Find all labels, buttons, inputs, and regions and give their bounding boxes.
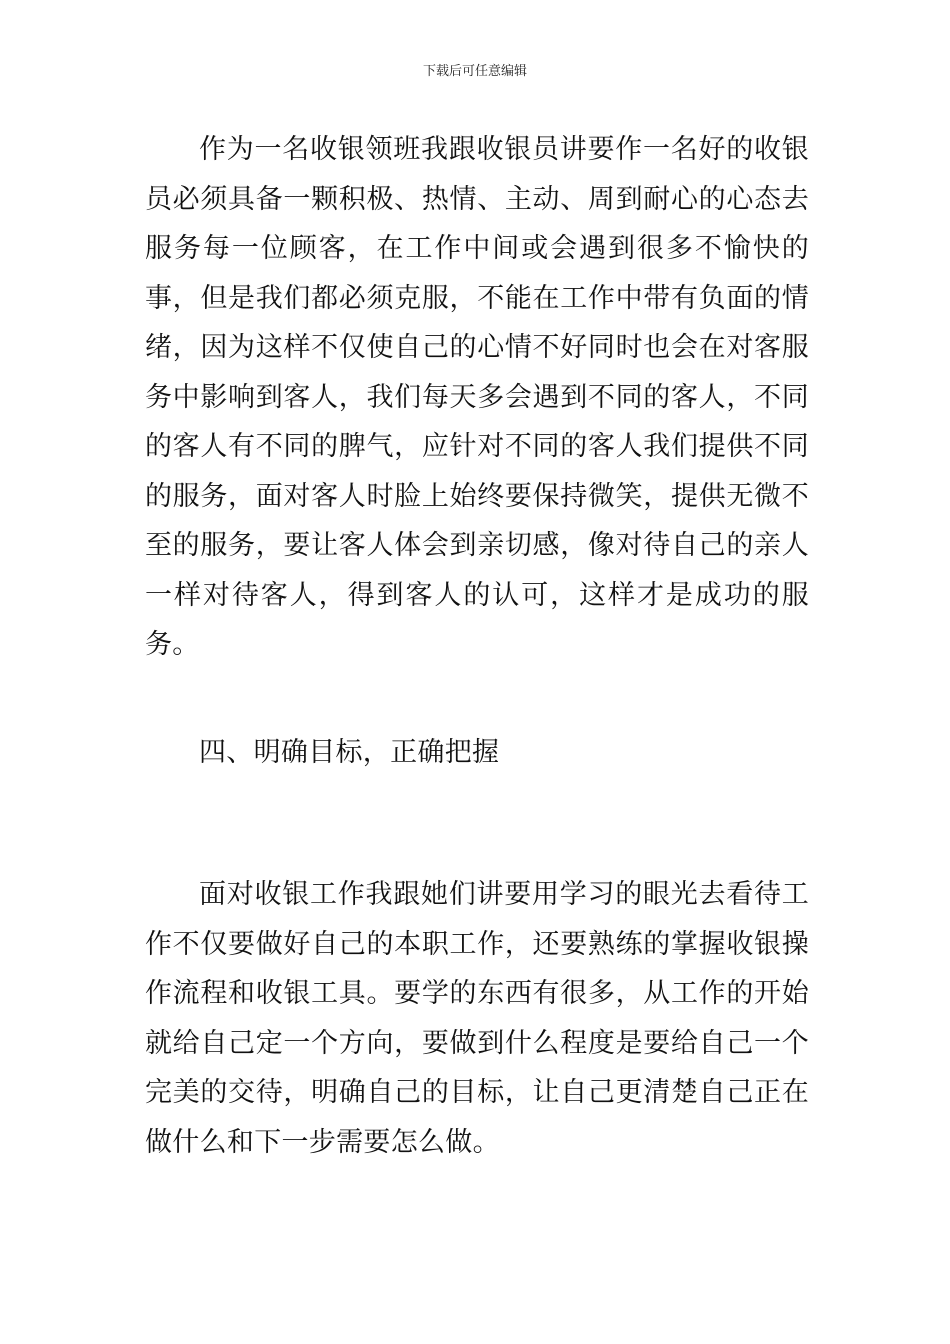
section-heading-4: 四、明确目标，正确把握 <box>199 737 500 768</box>
paragraph-cashier-service: 作为一名收银领班我跟收银员讲要作一名好的收银员必须具备一颗积极、热情、主动、周到耐心的心态去服务每一位顾客，在工作中间或会遇到很多不愉快的事，但是我们都必须克服，不能在工作中带有负面的情绪，因为这样不仅使自己的心情不好同时也会在对客服务中影响到客人，我们每天多会遇到不同的客人，不同的客人有不同的脾气，应针对不同的客人我们提供不同的服务，面对客人时脸上始终要保持微笑，提供无微不至的服务，要让客人体会到亲切感，像对待自己的亲人一样对待客人，得到客人的认可，这样才是成功的服务。 <box>145 134 809 660</box>
page-header-note: 下载后可任意编辑 <box>422 64 527 79</box>
paragraph-clear-goals: 面对收银工作我跟她们讲要用学习的眼光去看待工作不仅要做好自己的本职工作，还要熟练的掌握收银操作流程和收银工具。要学的东西有很多，从工作的开始就给自己定一个方向，要做到什么程度是要给自己一个完美的交待，明确自己的目标，让自己更清楚自己正在做什么和下一步需要怎么做。 <box>145 879 809 1158</box>
